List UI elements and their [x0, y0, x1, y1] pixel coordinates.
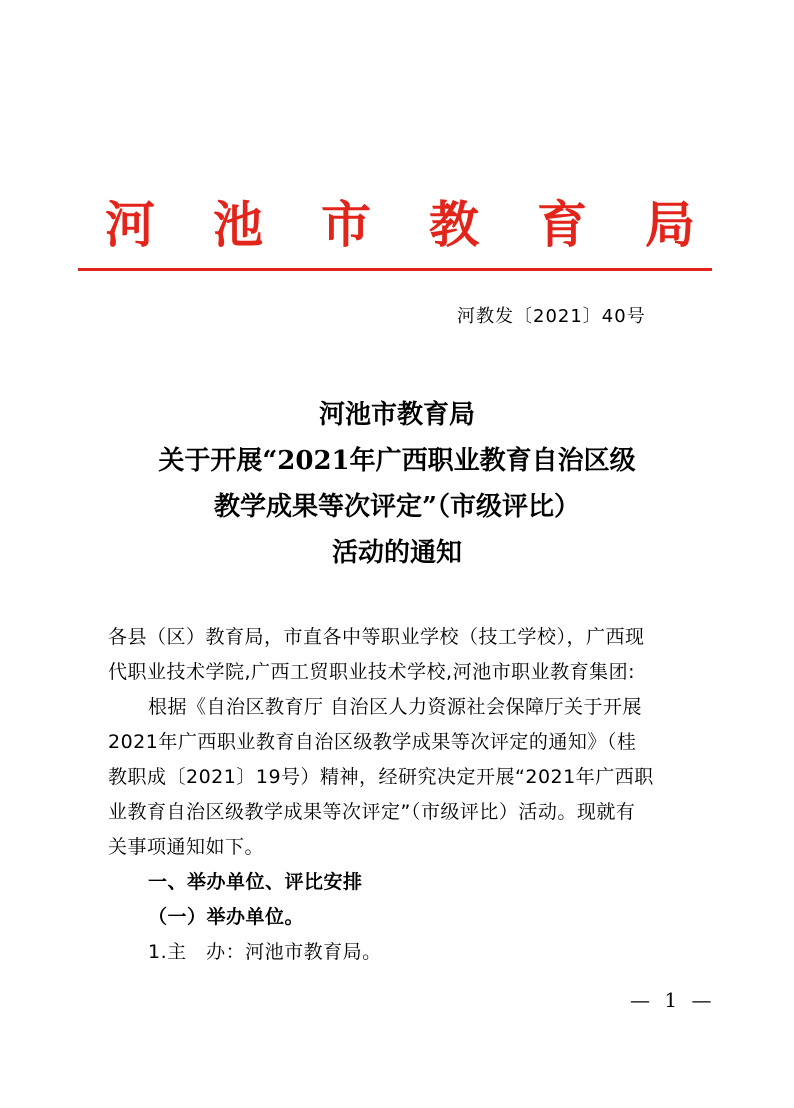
title-line: 关于开展“2021年广西职业教育自治区级 [158, 446, 636, 476]
header-char: 局 [645, 195, 695, 254]
list-item: 1.主 办：河池市教育局。 [148, 941, 382, 963]
body-line: 各县（区）教育局，市直各中等职业学校（技工学校），广西现 [108, 626, 645, 648]
section-heading: 一、举办单位、评比安排 [148, 871, 363, 893]
subsection-heading: （一）举办单位。 [148, 906, 305, 928]
title-line: 活动的通知 [331, 538, 462, 568]
header-char: 池 [213, 195, 263, 254]
header-char: 市 [321, 195, 371, 254]
body-line: 代职业技术学院,广西工贸职业技术学校,河池市职业教育集团: [108, 661, 635, 683]
body-line: 教职成〔2021〕19号）精神，经研究决定开展“2021年广西职 [108, 766, 654, 788]
header-char: 育 [537, 195, 587, 254]
document-title [80, 392, 714, 576]
document-body [108, 620, 698, 970]
header-char: 河 [105, 195, 155, 254]
page-number: — 1 — [630, 988, 716, 1012]
title-line: 河池市教育局 [318, 400, 475, 430]
body-line: 2021年广西职业教育自治区级教学成果等次评定的通知》（桂 [108, 731, 637, 753]
body-line: 业教育自治区级教学成果等次评定”（市级评比）活动。现就有 [108, 801, 636, 823]
document-number: 河教发〔2021〕40号 [457, 306, 646, 327]
issuing-authority-header [90, 190, 710, 260]
body-line: 关事项通知如下。 [108, 836, 265, 858]
title-line: 教学成果等次评定”（市级评比） [214, 492, 580, 522]
header-char: 教 [429, 195, 479, 254]
red-header-rule [78, 268, 712, 271]
body-line: 根据《自治区教育厅 自治区人力资源社会保障厅关于开展 [148, 696, 643, 718]
